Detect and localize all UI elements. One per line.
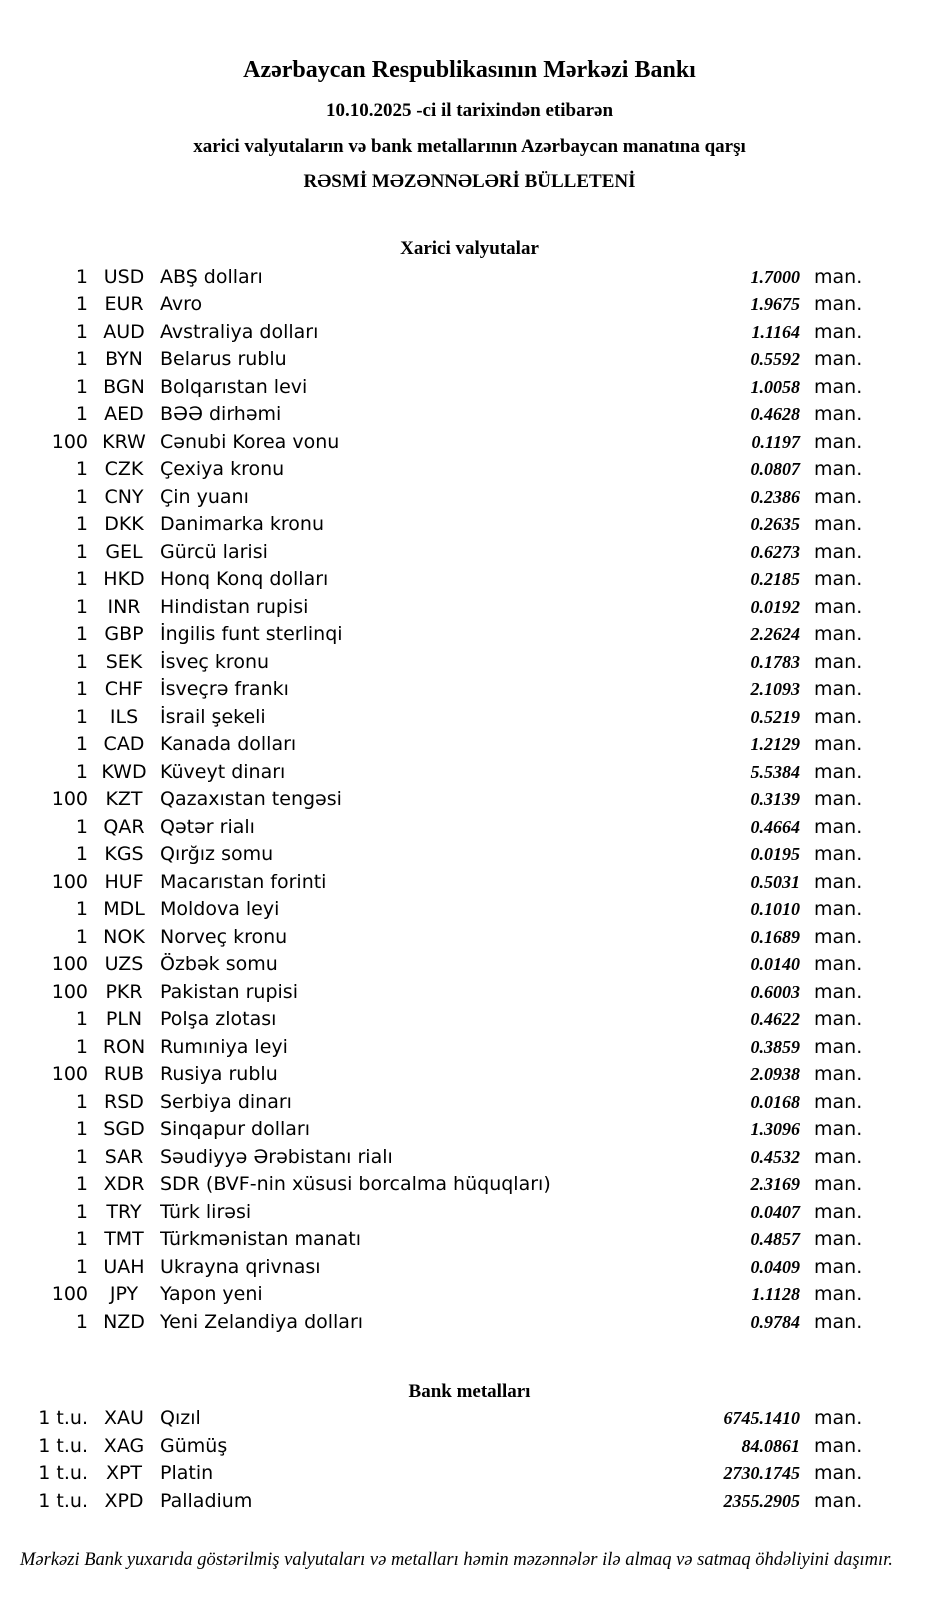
rate-value: 2.1093 — [750, 679, 800, 700]
currency-name: BƏƏ dirhəmi — [160, 403, 282, 426]
currency-code: PLN — [105, 1008, 143, 1031]
table-row — [0, 374, 939, 402]
quantity-value: 1 — [75, 623, 88, 646]
currency-name: Serbiya dinarı — [160, 1090, 292, 1113]
manat-unit-label: man. — [814, 458, 863, 481]
rate-value: 0.0140 — [750, 954, 800, 975]
currency-name: ABŞ dolları — [160, 265, 263, 288]
quantity-value: 1 — [75, 403, 88, 426]
currency-code: MDL — [103, 898, 145, 921]
currency-name: Çin yuanı — [160, 485, 249, 508]
manat-unit-label: man. — [814, 403, 863, 426]
manat-unit-label: man. — [814, 870, 863, 893]
currency-name: Macarıstan forinti — [160, 870, 327, 893]
currency-code: KWD — [101, 760, 147, 783]
currency-name: Palladium — [160, 1489, 253, 1512]
currency-name: Norveç kronu — [160, 925, 288, 948]
table-row — [0, 896, 939, 924]
currency-code: NZD — [103, 1310, 145, 1333]
quantity-value: 1 — [75, 678, 88, 701]
rate-value: 0.2635 — [750, 514, 800, 535]
currency-name: Səudiyyə Ərəbistanı rialı — [160, 1145, 393, 1168]
quantity-value: 1 — [75, 705, 88, 728]
table-row — [0, 346, 939, 374]
currency-name: SDR (BVF-nin xüsusi borcalma hüquqları) — [160, 1173, 551, 1196]
table-row — [0, 1460, 939, 1488]
currency-name: İsrail şekeli — [160, 705, 266, 728]
manat-unit-label: man. — [814, 540, 863, 563]
bulletin-title: RƏSMİ MƏZƏNNƏLƏRİ BÜLLETENİ — [303, 170, 636, 192]
quantity-value: 1 t.u. — [38, 1489, 88, 1512]
table-row — [0, 1226, 939, 1254]
currency-code: CNY — [104, 485, 144, 508]
manat-unit-label: man. — [814, 815, 863, 838]
currency-name: Hindistan rupisi — [160, 595, 309, 618]
table-row — [0, 1034, 939, 1062]
table-row — [0, 456, 939, 484]
rate-value: 0.0168 — [750, 1091, 800, 1112]
quantity-value: 1 — [75, 458, 88, 481]
quantity-value: 100 — [51, 870, 88, 893]
manat-unit-label: man. — [814, 898, 863, 921]
quantity-value: 100 — [51, 953, 88, 976]
manat-unit-label: man. — [814, 568, 863, 591]
currency-code: XPT — [105, 1462, 143, 1485]
rate-value: 0.0195 — [750, 844, 800, 865]
currency-name: Çexiya kronu — [160, 458, 285, 481]
quantity-value: 1 — [75, 348, 88, 371]
currency-code: USD — [103, 265, 145, 288]
rate-value: 0.4664 — [750, 816, 800, 837]
table-row — [0, 951, 939, 979]
table-row — [0, 1433, 939, 1461]
quantity-value: 1 — [75, 1173, 88, 1196]
currency-name: Honq Konq dolları — [160, 568, 329, 591]
manat-unit-label: man. — [814, 1200, 863, 1223]
quantity-value: 1 — [75, 1145, 88, 1168]
quantity-value: 1 — [75, 1035, 88, 1058]
manat-unit-label: man. — [814, 1118, 863, 1141]
currency-name: Platin — [160, 1462, 214, 1485]
currency-code: TRY — [106, 1200, 142, 1223]
manat-unit-label: man. — [814, 1255, 863, 1278]
table-row — [0, 869, 939, 897]
currency-name: Cənubi Korea vonu — [160, 430, 340, 453]
rate-value: 0.9784 — [750, 1311, 800, 1332]
currency-code: UZS — [104, 953, 144, 976]
currencies-section-title: Xarici valyutalar — [400, 237, 539, 259]
quantity-value: 1 t.u. — [38, 1434, 88, 1457]
quantity-value: 1 — [75, 265, 88, 288]
quantity-value: 1 — [75, 843, 88, 866]
rate-value: 1.0058 — [750, 376, 800, 397]
quantity-value: 1 — [75, 293, 88, 316]
currency-code: KRW — [102, 430, 146, 453]
currency-code: CHF — [104, 678, 144, 701]
subject-line: xarici valyutaların və bank metallarının Azərbaycan manatına qarşı — [193, 135, 746, 157]
currency-name: Kanada dolları — [160, 733, 297, 756]
currency-code: NOK — [103, 925, 145, 948]
currency-name: Türk lirəsi — [160, 1200, 252, 1223]
table-row — [0, 1144, 939, 1172]
table-row — [0, 511, 939, 539]
currency-code: PKR — [105, 980, 143, 1003]
manat-unit-label: man. — [814, 1228, 863, 1251]
quantity-value: 1 — [75, 485, 88, 508]
quantity-value: 1 — [75, 568, 88, 591]
currency-name: Pakistan rupisi — [160, 980, 298, 1003]
currency-code: RSD — [104, 1090, 144, 1113]
rate-value: 5.5384 — [750, 761, 800, 782]
rate-value: 1.1128 — [751, 1284, 800, 1305]
quantity-value: 1 — [75, 595, 88, 618]
table-row — [0, 676, 939, 704]
currency-code: INR — [107, 595, 141, 618]
currency-code: HKD — [103, 568, 145, 591]
manat-unit-label: man. — [814, 1489, 863, 1512]
quantity-value: 1 — [75, 1228, 88, 1251]
effective-date-line: 10.10.2025 -ci il tarixindən etibarən — [325, 99, 614, 121]
currency-code: CZK — [104, 458, 144, 481]
manat-unit-label: man. — [814, 1145, 863, 1168]
rate-value: 0.2185 — [750, 569, 800, 590]
table-row — [0, 979, 939, 1007]
quantity-value: 1 — [75, 1008, 88, 1031]
table-row — [0, 1281, 939, 1309]
table-row — [0, 1061, 939, 1089]
manat-unit-label: man. — [814, 485, 863, 508]
table-row — [0, 814, 939, 842]
rate-value: 0.0192 — [750, 596, 800, 617]
table-row — [0, 1116, 939, 1144]
currency-name: Bolqarıstan levi — [160, 375, 308, 398]
currency-name: Rumıniya leyi — [160, 1035, 288, 1058]
manat-unit-label: man. — [814, 1008, 863, 1031]
manat-unit-label: man. — [814, 1310, 863, 1333]
table-row — [0, 1006, 939, 1034]
rate-value: 1.9675 — [750, 294, 800, 315]
currency-name: Avro — [160, 293, 203, 316]
manat-unit-label: man. — [814, 513, 863, 536]
currency-name: Ukrayna qrivnası — [160, 1255, 321, 1278]
currency-name: Türkmənistan manatı — [160, 1228, 362, 1251]
bank-name-title: Azərbaycan Respublikasının Mərkəzi Bankı — [243, 57, 696, 83]
manat-unit-label: man. — [814, 980, 863, 1003]
currency-code: RUB — [103, 1063, 145, 1086]
currency-code: GEL — [105, 540, 143, 563]
table-row — [0, 649, 939, 677]
rate-value: 0.0407 — [750, 1201, 800, 1222]
currency-code: HUF — [104, 870, 144, 893]
table-row — [0, 1309, 939, 1337]
table-row — [0, 566, 939, 594]
metals-table — [0, 1405, 939, 1515]
rate-value: 0.5219 — [750, 706, 800, 727]
currency-code: JPY — [109, 1283, 139, 1306]
manat-unit-label: man. — [814, 595, 863, 618]
quantity-value: 1 — [75, 925, 88, 948]
quantity-value: 1 — [75, 1310, 88, 1333]
currency-name: Moldova leyi — [160, 898, 280, 921]
manat-unit-label: man. — [814, 320, 863, 343]
rate-value: 0.5592 — [750, 349, 800, 370]
quantity-value: 1 — [75, 375, 88, 398]
manat-unit-label: man. — [814, 788, 863, 811]
rate-value: 84.0861 — [741, 1435, 800, 1456]
rate-value: 0.0807 — [750, 459, 800, 480]
rate-value: 0.1689 — [750, 926, 800, 947]
rate-value: 0.1197 — [751, 431, 800, 452]
table-row — [0, 264, 939, 292]
manat-unit-label: man. — [814, 1035, 863, 1058]
quantity-value: 1 — [75, 733, 88, 756]
rate-value: 0.3139 — [750, 789, 800, 810]
manat-unit-label: man. — [814, 293, 863, 316]
currency-name: Yapon yeni — [160, 1283, 263, 1306]
currency-name: Qırğız somu — [160, 843, 274, 866]
quantity-value: 1 t.u. — [38, 1407, 88, 1430]
currency-name: Qətər rialı — [160, 815, 255, 838]
currency-name: Avstraliya dolları — [160, 320, 319, 343]
manat-unit-label: man. — [814, 1063, 863, 1086]
quantity-value: 1 — [75, 815, 88, 838]
currency-code: BGN — [103, 375, 145, 398]
table-row — [0, 786, 939, 814]
currency-code: AUD — [103, 320, 145, 343]
quantity-value: 1 — [75, 760, 88, 783]
rate-value: 2.0938 — [750, 1064, 800, 1085]
table-row — [0, 621, 939, 649]
quantity-value: 1 t.u. — [38, 1462, 88, 1485]
currency-code: UAH — [103, 1255, 145, 1278]
currency-code: XAU — [104, 1407, 144, 1430]
quantity-value: 100 — [51, 1063, 88, 1086]
currency-code: SGD — [103, 1118, 145, 1141]
currency-name: Gümüş — [160, 1434, 228, 1457]
currency-code: XPD — [104, 1489, 144, 1512]
currency-name: Qızıl — [160, 1407, 201, 1430]
currency-name: Yeni Zelandiya dolları — [160, 1310, 364, 1333]
quantity-value: 100 — [51, 980, 88, 1003]
currency-code: ILS — [109, 705, 139, 728]
rate-value: 0.1010 — [750, 899, 800, 920]
manat-unit-label: man. — [814, 1090, 863, 1113]
table-row — [0, 759, 939, 787]
manat-unit-label: man. — [814, 650, 863, 673]
rate-value: 1.3096 — [750, 1119, 800, 1140]
rate-value: 0.5031 — [750, 871, 800, 892]
currency-code: KGS — [104, 843, 144, 866]
manat-unit-label: man. — [814, 1434, 863, 1457]
table-row — [0, 1089, 939, 1117]
table-row — [0, 401, 939, 429]
quantity-value: 1 — [75, 1200, 88, 1223]
manat-unit-label: man. — [814, 843, 863, 866]
currency-name: Polşa zlotası — [160, 1008, 277, 1031]
table-row — [0, 539, 939, 567]
quantity-value: 1 — [75, 513, 88, 536]
manat-unit-label: man. — [814, 623, 863, 646]
currency-name: İngilis funt sterlinqi — [160, 623, 343, 646]
currency-code: SEK — [105, 650, 143, 673]
currency-code: TMT — [104, 1228, 144, 1251]
quantity-value: 100 — [51, 1283, 88, 1306]
currency-code: KZT — [105, 788, 143, 811]
manat-unit-label: man. — [814, 265, 863, 288]
manat-unit-label: man. — [814, 1407, 863, 1430]
currency-name: Danimarka kronu — [160, 513, 325, 536]
disclaimer-note: Mərkəzi Bank yuxarıda göstərilmiş valyutaları və metalları həmin məzənnələr ilə almaq və satmaq öhdəliyini daşımır. — [20, 1550, 893, 1571]
quantity-value: 100 — [51, 788, 88, 811]
currency-code: DKK — [104, 513, 144, 536]
currency-name: İsveç kronu — [160, 650, 270, 673]
manat-unit-label: man. — [814, 348, 863, 371]
currency-code: XAG — [103, 1434, 145, 1457]
currency-name: Rusiya rublu — [160, 1063, 278, 1086]
table-row — [0, 841, 939, 869]
quantity-value: 1 — [75, 1255, 88, 1278]
rate-value: 0.6003 — [750, 981, 800, 1002]
rate-value: 6745.1410 — [723, 1408, 800, 1429]
currency-name: Gürcü larisi — [160, 540, 268, 563]
bulletin-header — [0, 0, 939, 193]
rate-value: 0.1783 — [750, 651, 800, 672]
manat-unit-label: man. — [814, 953, 863, 976]
quantity-value: 100 — [51, 430, 88, 453]
rate-value: 2730.1745 — [723, 1463, 800, 1484]
rate-value: 1.7000 — [750, 266, 800, 287]
table-row — [0, 1254, 939, 1282]
table-row — [0, 429, 939, 457]
currency-name: Özbək somu — [160, 953, 278, 976]
manat-unit-label: man. — [814, 925, 863, 948]
rate-value: 0.4628 — [750, 404, 800, 425]
manat-unit-label: man. — [814, 1462, 863, 1485]
rate-value: 0.3859 — [750, 1036, 800, 1057]
currency-code: GBP — [104, 623, 144, 646]
rate-value: 1.1164 — [751, 321, 800, 342]
table-row — [0, 484, 939, 512]
currency-code: AED — [104, 403, 144, 426]
rate-value: 0.4857 — [750, 1229, 800, 1250]
currency-code: SAR — [104, 1145, 144, 1168]
rate-value: 0.4532 — [750, 1146, 800, 1167]
table-row — [0, 704, 939, 732]
currency-code: RON — [102, 1035, 146, 1058]
metals-section-title: Bank metalları — [408, 1381, 531, 1403]
table-row — [0, 924, 939, 952]
manat-unit-label: man. — [814, 733, 863, 756]
currency-name: Sinqapur dolları — [160, 1118, 311, 1141]
rate-value: 2.3169 — [750, 1174, 800, 1195]
quantity-value: 1 — [75, 320, 88, 343]
quantity-value: 1 — [75, 650, 88, 673]
table-row — [0, 1405, 939, 1433]
table-row — [0, 1199, 939, 1227]
rate-value: 0.6273 — [750, 541, 800, 562]
table-row — [0, 291, 939, 319]
rate-value: 0.0409 — [750, 1256, 800, 1277]
manat-unit-label: man. — [814, 430, 863, 453]
currency-code: BYN — [105, 348, 143, 371]
currency-code: CAD — [103, 733, 145, 756]
currency-code: QAR — [103, 815, 145, 838]
quantity-value: 1 — [75, 1090, 88, 1113]
table-row — [0, 1171, 939, 1199]
quantity-value: 1 — [75, 898, 88, 921]
currency-code: EUR — [104, 293, 144, 316]
manat-unit-label: man. — [814, 1173, 863, 1196]
quantity-value: 1 — [75, 540, 88, 563]
manat-unit-label: man. — [814, 705, 863, 728]
manat-unit-label: man. — [814, 678, 863, 701]
table-row — [0, 731, 939, 759]
currency-name: İsveçrə frankı — [160, 678, 289, 701]
currencies-table — [0, 264, 939, 1337]
rate-value: 1.2129 — [750, 734, 800, 755]
quantity-value: 1 — [75, 1118, 88, 1141]
currency-code: XDR — [103, 1173, 145, 1196]
rate-value: 2.2624 — [750, 624, 800, 645]
table-row — [0, 319, 939, 347]
manat-unit-label: man. — [814, 1283, 863, 1306]
rate-value: 0.4622 — [750, 1009, 800, 1030]
currency-name: Qazaxıstan tengəsi — [160, 788, 342, 811]
rate-value: 0.2386 — [750, 486, 800, 507]
currency-name: Belarus rublu — [160, 348, 287, 371]
rate-value: 2355.2905 — [723, 1490, 800, 1511]
table-row — [0, 1488, 939, 1516]
manat-unit-label: man. — [814, 760, 863, 783]
table-row — [0, 594, 939, 622]
manat-unit-label: man. — [814, 375, 863, 398]
currency-name: Küveyt dinarı — [160, 760, 286, 783]
